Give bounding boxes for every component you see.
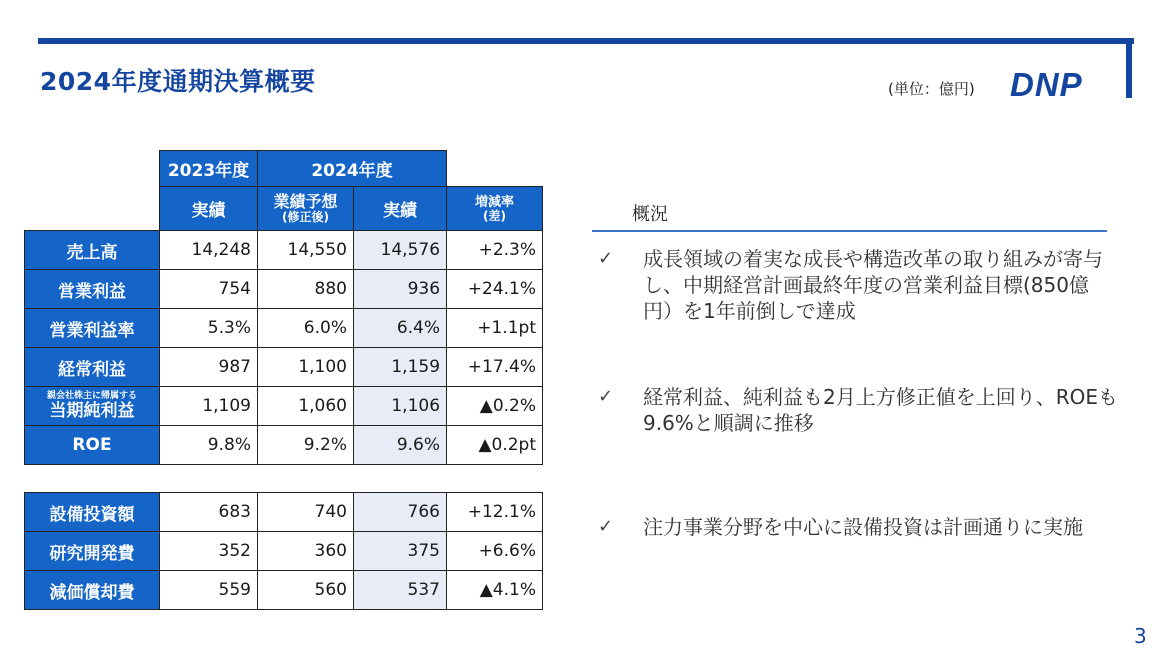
header-year-prev: 2023年度	[160, 151, 258, 187]
cell-prev: 1,109	[160, 387, 258, 426]
check-icon: ✓	[598, 516, 614, 537]
cell-change: ▲0.2%	[447, 387, 543, 426]
bullet-text: 注力事業分野を中心に設備投資は計画通りに実施	[643, 515, 1083, 539]
table-row	[25, 270, 543, 309]
table-corner	[25, 151, 160, 187]
cell-forecast: 1,060	[258, 387, 354, 426]
cell-change: +17.4%	[447, 348, 543, 387]
check-icon: ✓	[598, 386, 614, 407]
cell-actual: 766	[354, 493, 447, 532]
cell-forecast: 14,550	[258, 231, 354, 270]
table-row	[25, 348, 543, 387]
row-label-main: 当期純利益	[49, 401, 135, 421]
row-label-sub: 親会社株主に帰属する	[46, 391, 137, 401]
table-row	[25, 231, 543, 270]
table-row	[25, 571, 543, 610]
table-row	[25, 309, 543, 348]
cell-change: ▲0.2pt	[447, 426, 543, 465]
row-label: 営業利益率	[25, 309, 160, 348]
header-change-label: 増減率	[475, 194, 515, 210]
header-actual-curr: 実績	[354, 187, 447, 231]
cell-actual: 14,576	[354, 231, 447, 270]
cell-prev: 352	[160, 532, 258, 571]
cell-change: +24.1%	[447, 270, 543, 309]
row-label: 減価償却費	[25, 571, 160, 610]
cell-actual: 375	[354, 532, 447, 571]
cell-forecast: 6.0%	[258, 309, 354, 348]
cell-forecast: 560	[258, 571, 354, 610]
cell-prev: 987	[160, 348, 258, 387]
header-actual-prev: 実績	[160, 187, 258, 231]
page-title: 2024年度通期決算概要	[40, 67, 316, 96]
cell-forecast: 880	[258, 270, 354, 309]
cell-prev: 14,248	[160, 231, 258, 270]
cell-actual: 537	[354, 571, 447, 610]
cell-change: +6.6%	[447, 532, 543, 571]
dnp-logo: DNP	[1010, 66, 1083, 103]
cell-prev: 5.3%	[160, 309, 258, 348]
cell-forecast: 9.2%	[258, 426, 354, 465]
overview-bullet	[598, 384, 1118, 436]
table-row	[25, 532, 543, 571]
row-label: 研究開発費	[25, 532, 160, 571]
cell-prev: 9.8%	[160, 426, 258, 465]
cell-actual: 6.4%	[354, 309, 447, 348]
header-forecast-sub: (修正後)	[282, 210, 329, 224]
overview-title: 概況	[632, 204, 668, 225]
financial-table	[24, 150, 543, 465]
cell-forecast: 1,100	[258, 348, 354, 387]
row-label: 営業利益	[25, 270, 160, 309]
header-year-curr: 2024年度	[258, 151, 447, 187]
overview-rule	[592, 230, 1107, 232]
header-change	[447, 187, 543, 231]
header-forecast	[258, 187, 354, 231]
cell-forecast: 740	[258, 493, 354, 532]
cell-prev: 559	[160, 571, 258, 610]
row-label	[25, 387, 160, 426]
cell-change: +12.1%	[447, 493, 543, 532]
cell-actual: 9.6%	[354, 426, 447, 465]
row-label: 経常利益	[25, 348, 160, 387]
table-row	[25, 426, 543, 465]
header-change-sub: (差)	[483, 208, 506, 223]
investment-table	[24, 492, 543, 610]
cell-actual: 1,159	[354, 348, 447, 387]
cell-change: +1.1pt	[447, 309, 543, 348]
cell-actual: 936	[354, 270, 447, 309]
page-number: 3	[1134, 624, 1147, 648]
row-label: ROE	[25, 426, 160, 465]
header-forecast-label: 業績予想	[273, 192, 338, 211]
cell-change: +2.3%	[447, 231, 543, 270]
bullet-text: 成長領域の着実な成長や構造改革の取り組みが寄与し、中期経営計画最終年度の営業利益目標(850億円）を1年前倒しで達成	[643, 247, 1103, 323]
overview-bullet	[598, 246, 1118, 324]
table-row	[25, 387, 543, 426]
bullet-text: 経常利益、純利益も2月上方修正値を上回り、ROEも9.6%と順調に推移	[643, 385, 1118, 435]
table-row	[25, 493, 543, 532]
row-label: 売上高	[25, 231, 160, 270]
cell-actual: 1,106	[354, 387, 447, 426]
header-rule-right	[1126, 38, 1132, 98]
check-icon: ✓	[598, 248, 614, 269]
cell-prev: 754	[160, 270, 258, 309]
header-rule	[38, 38, 1134, 44]
cell-forecast: 360	[258, 532, 354, 571]
unit-label: (単位：億円)	[888, 80, 975, 98]
table-corner-2	[25, 187, 160, 231]
cell-change: ▲4.1%	[447, 571, 543, 610]
row-label: 設備投資額	[25, 493, 160, 532]
cell-prev: 683	[160, 493, 258, 532]
overview-bullet	[598, 514, 1118, 540]
header-blank	[447, 151, 543, 187]
